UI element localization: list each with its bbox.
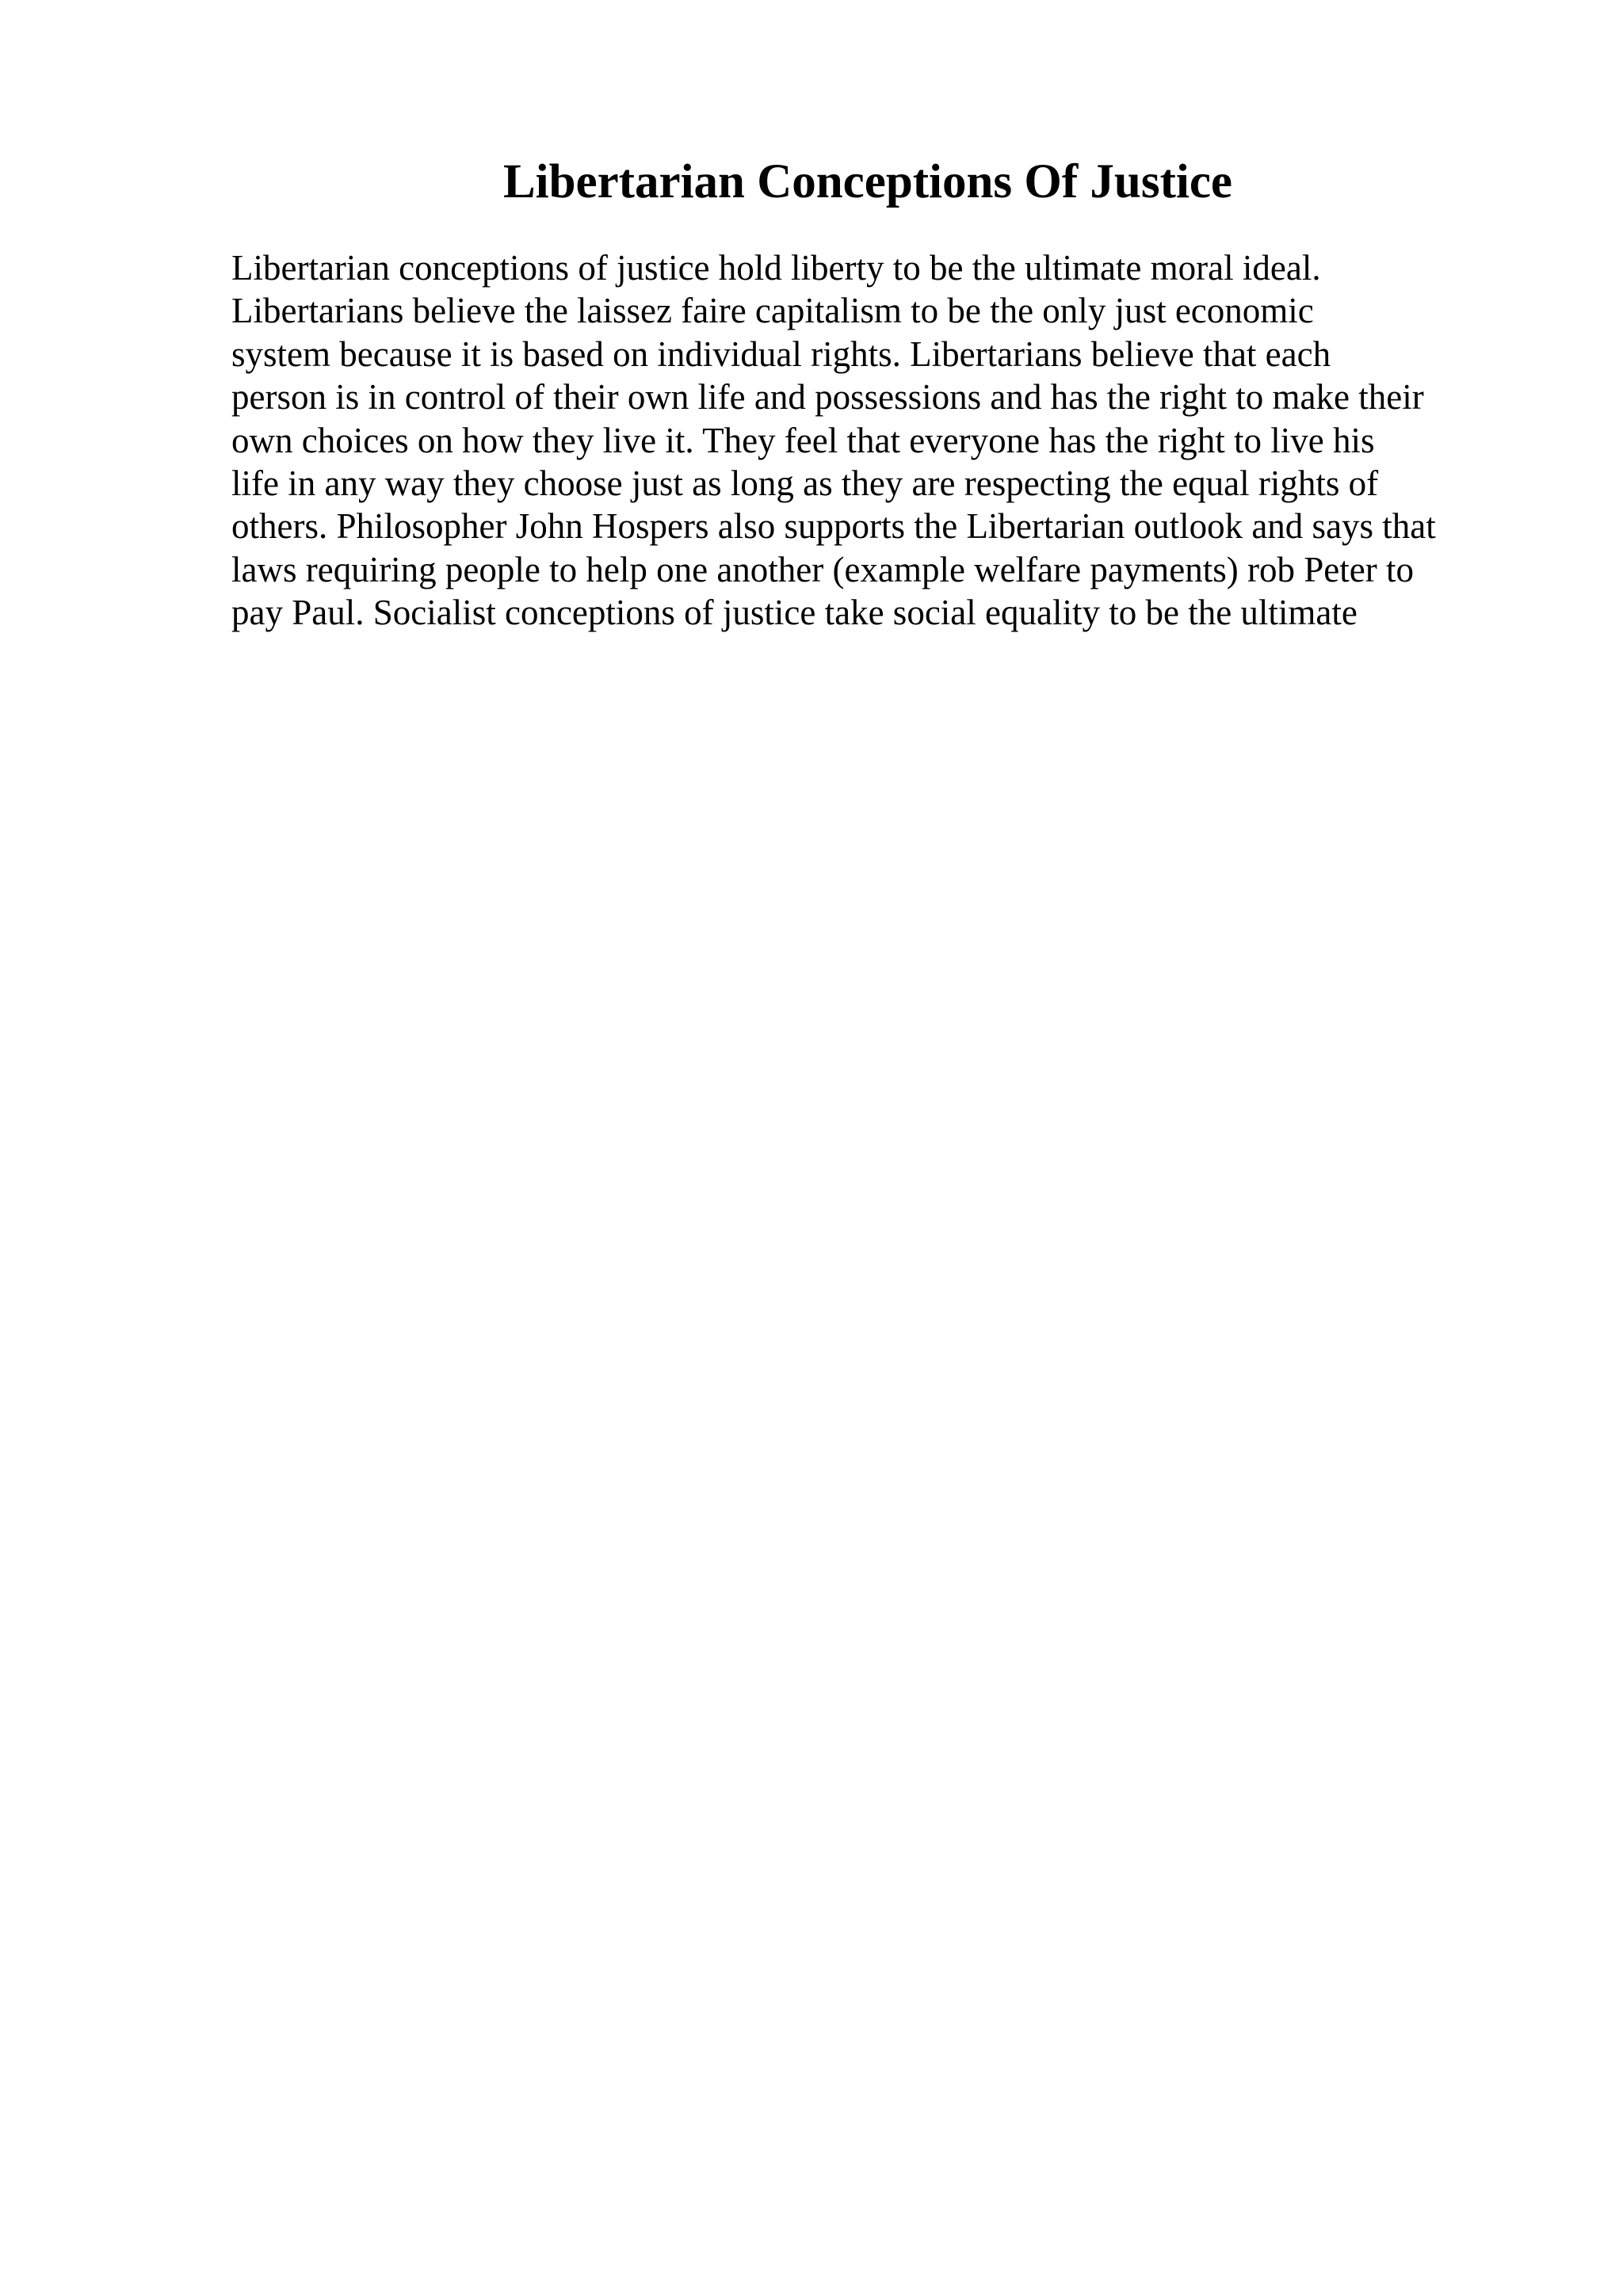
body-line: laws requiring people to help one another (example welfare payments) rob Peter to (231, 549, 1414, 589)
body-line: life in any way they choose just as long as they are respecting the equal rights of (231, 463, 1379, 504)
document-title: Libertarian Conceptions Of Justice (502, 155, 1233, 208)
body-line: Libertarians believe the laissez faire capitalism to be the only just economic (231, 291, 1314, 331)
body-line: own choices on how they live it. They feel that everyone has the right to live his (231, 420, 1375, 460)
body-line: person is in control of their own life and possessions and has the right to make their (231, 377, 1424, 418)
body-line: Libertarian conceptions of justice hold liberty to be the ultimate moral ideal. (231, 248, 1321, 288)
body-line: others. Philosopher John Hospers also supports the Libertarian outlook and says that (231, 506, 1436, 547)
document-body (231, 246, 1515, 635)
body-line: pay Paul. Socialist conceptions of justice take social equality to be the ultimate (231, 593, 1358, 633)
body-line: system because it is based on individual rights. Libertarians believe that each (231, 334, 1331, 374)
